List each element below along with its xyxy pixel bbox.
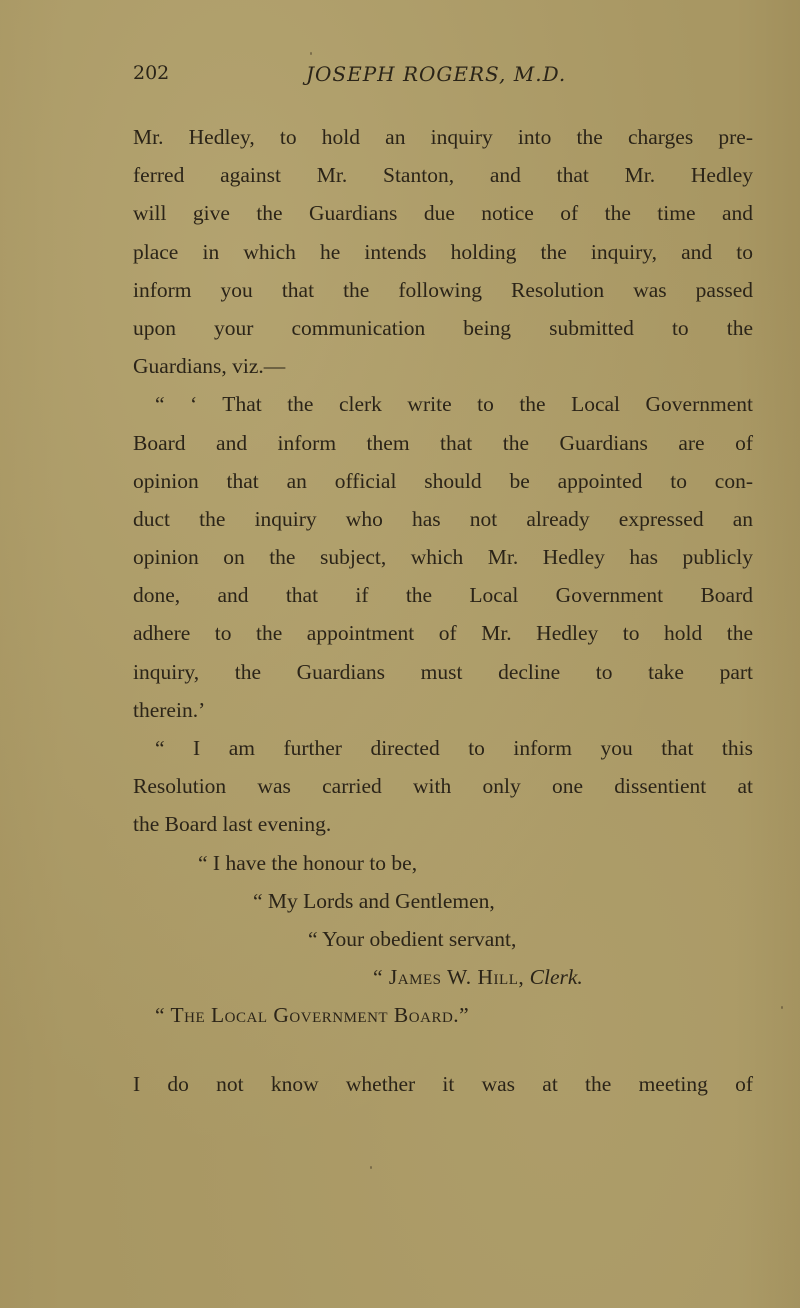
signature [133, 958, 753, 996]
text-line: therein.’ [133, 697, 206, 722]
text-line: upon your communication being submitted to the [133, 315, 753, 340]
text-line: opinion on the subject, which Mr. Hedley has publicly [133, 545, 753, 570]
addressee: “ The Local Government Board.” [155, 1003, 470, 1028]
text-line: ferred against Mr. Stanton, and that Mr. Hedley [133, 163, 753, 188]
paper-speck [310, 52, 312, 55]
paper-speck [781, 1006, 783, 1009]
text-line: Guardians, viz.— [133, 354, 286, 379]
running-title: JOSEPH ROGERS, M.D. [306, 62, 567, 86]
quoted-resolution-start: “ ‘ That the clerk write to the Local Government [155, 392, 753, 417]
final-line: I do not know whether it was at the meeting of [133, 1071, 753, 1096]
signature-name: “ James W. Hill, [373, 965, 525, 990]
text-line: inform you that the following Resolution was passed [133, 277, 753, 302]
text-line: adhere to the appointment of Mr. Hedley to hold the [133, 621, 753, 646]
text-line: “ I am further directed to inform you that this [155, 736, 753, 760]
closing-servant: “ Your obedient servant, [308, 926, 517, 951]
text-line: place in which he intends holding the inquiry, and to [133, 239, 753, 264]
text-line: Mr. Hedley, to hold an inquiry into the charges pre- [133, 125, 753, 149]
text-line: Resolution was carried with only one dissentient at [133, 774, 753, 799]
text-line: done, and that if the Local Government Board [133, 583, 753, 608]
closing-salutation: “ My Lords and Gentlemen, [253, 888, 495, 913]
page-number: 202 [133, 62, 170, 84]
text-line: inquiry, the Guardians must decline to take part [133, 659, 753, 684]
running-head [133, 62, 753, 92]
body-text [133, 118, 753, 1103]
text-line: duct the inquiry who has not already expressed an [133, 506, 753, 531]
text-line: Board and inform them that the Guardians are of [133, 430, 753, 455]
paper-speck [370, 1166, 372, 1169]
text-line: will give the Guardians due notice of the time and [133, 201, 753, 226]
signature-title: Clerk. [529, 965, 583, 990]
text-line: opinion that an official should be appointed to con- [133, 468, 753, 493]
closing-honour: “ I have the honour to be, [198, 850, 418, 875]
text-line: the Board last evening. [133, 812, 332, 837]
